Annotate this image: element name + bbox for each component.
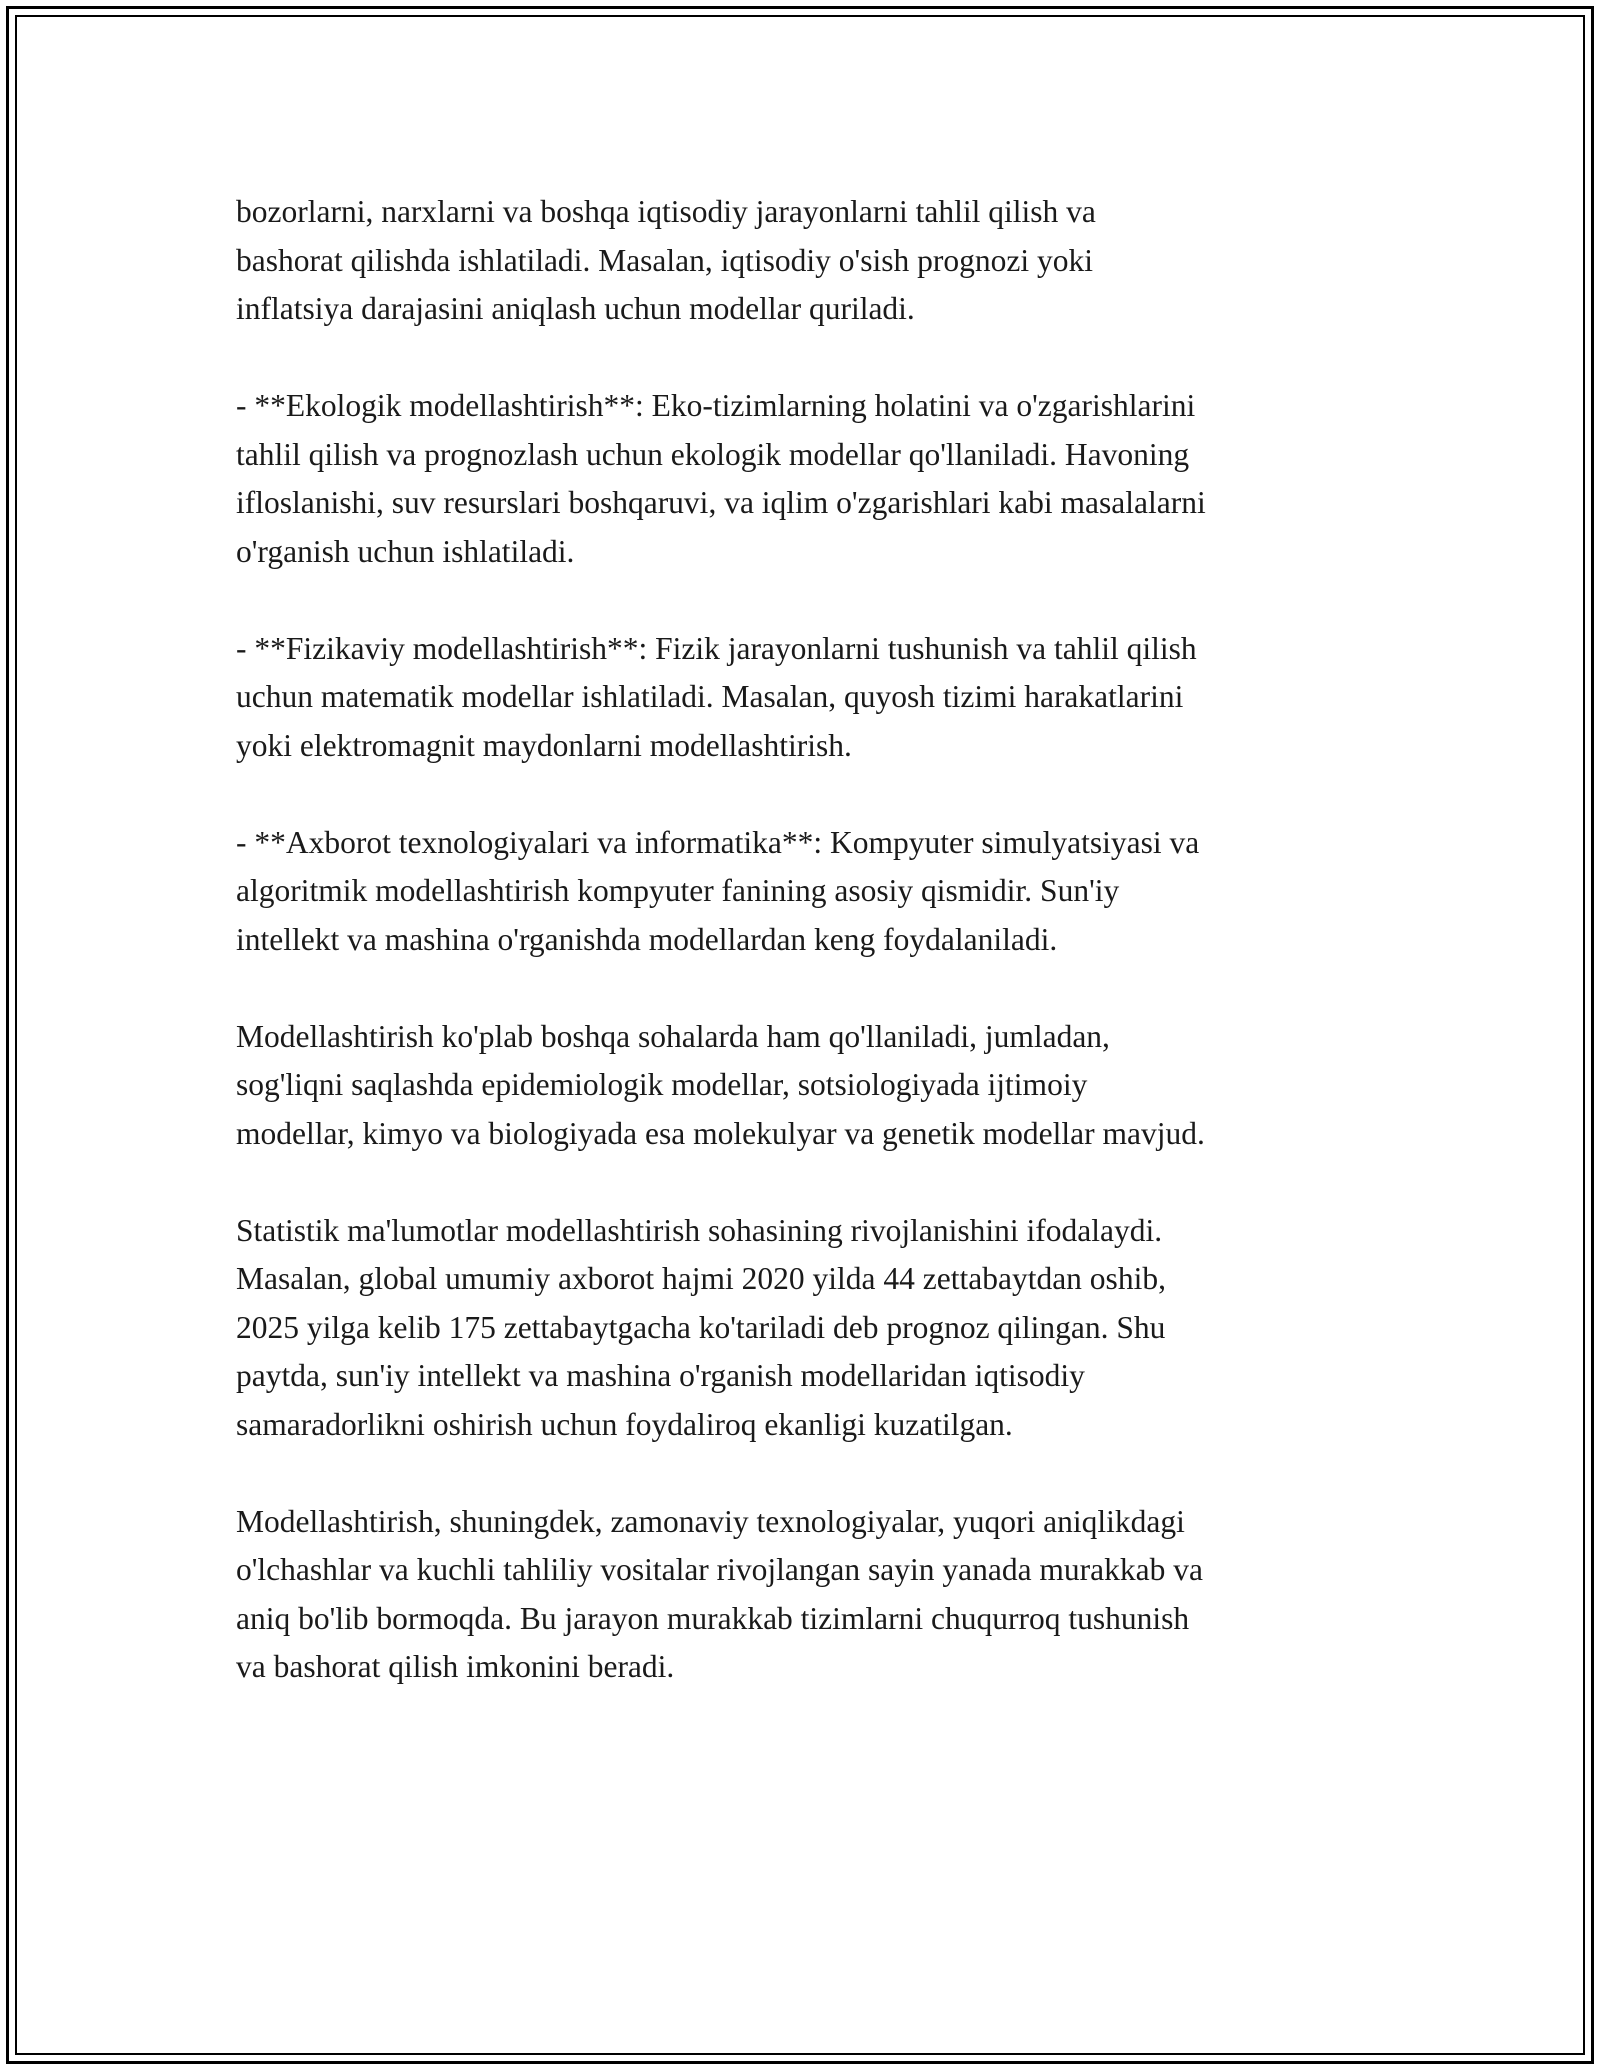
paragraph-conclusion: Modellashtirish, shuningdek, zamonaviy texnologiyalar, yuqori aniqlikdagi o'lchashlar va kuchli tahliliy vositalar rivojlangan sayin yanada murakkab va aniq bo'lib bormoqda. Bu jarayon murakkab tizimlarni chuqurroq tushunish va bashorat qilish imkonini beradi. — [236, 1503, 1203, 1684]
paragraph-information-technology: - **Axborot texnologiyalari va informatika**: Kompyuter simulyatsiyasi va algoritmik modellashtirish kompyuter fanining asosiy qismidir. Sun'iy intellekt va mashina o'rganishda modellardan keng foydalaniladi. — [236, 824, 1200, 957]
paragraph-economic-continuation: bozorlarni, narxlarni va boshqa iqtisodiy jarayonlarni tahlil qilish va bashorat qilishda ishlatiladi. Masalan, iqtisodiy o'sish prognozi yoki inflatsiya darajasini aniqlash uchun modellar quriladi. — [236, 194, 1096, 326]
paragraph-physical-modeling: - **Fizikaviy modellashtirish**: Fizik jarayonlarni tushunish va tahlil qilish uchun matematik modellar ishlatiladi. Masalan, quyosh tizimi harakatlarini yoki elektromagnit maydonlarni modellashtirish. — [236, 630, 1197, 763]
paragraph-ecological-modeling: - **Ekologik modellashtirish**: Eko-tizimlarning holatini va o'zgarishlarini tahlil qilish va prognozlash uchun ekologik modellar qo'llaniladi. Havoning ifloslanishi, suv resurslari boshqaruvi, va iqlim o'zgarishlari kabi masalalarni o'rganish uchun ishlatiladi. — [236, 388, 1206, 569]
paragraph-other-fields: Modellashtirish ko'plab boshqa sohalarda ham qo'llaniladi, jumladan, sog'liqni saqlashda epidemiologik modellar, sotsiologiyada ijtimoiy modellar, kimyo va biologiyada esa molekulyar va genetik modellar mavjud. — [236, 1018, 1205, 1151]
paragraph-statistics: Statistik ma'lumotlar modellashtirish sohasining rivojlanishini ifodalaydi. Masalan, global umumiy axborot hajmi 2020 yilda 44 zettabaytdan oshib, 2025 yilga kelib 175 zettabaytgacha ko'tariladi deb prognoz qilingan. Shu paytda, sun'iy intellekt va mashina o'rganish modellaridan iqtisodiy samaradorlikni oshirish uchun foydaliroq ekanligi kuzatilgan. — [236, 1212, 1166, 1442]
document-body — [236, 188, 1376, 1692]
